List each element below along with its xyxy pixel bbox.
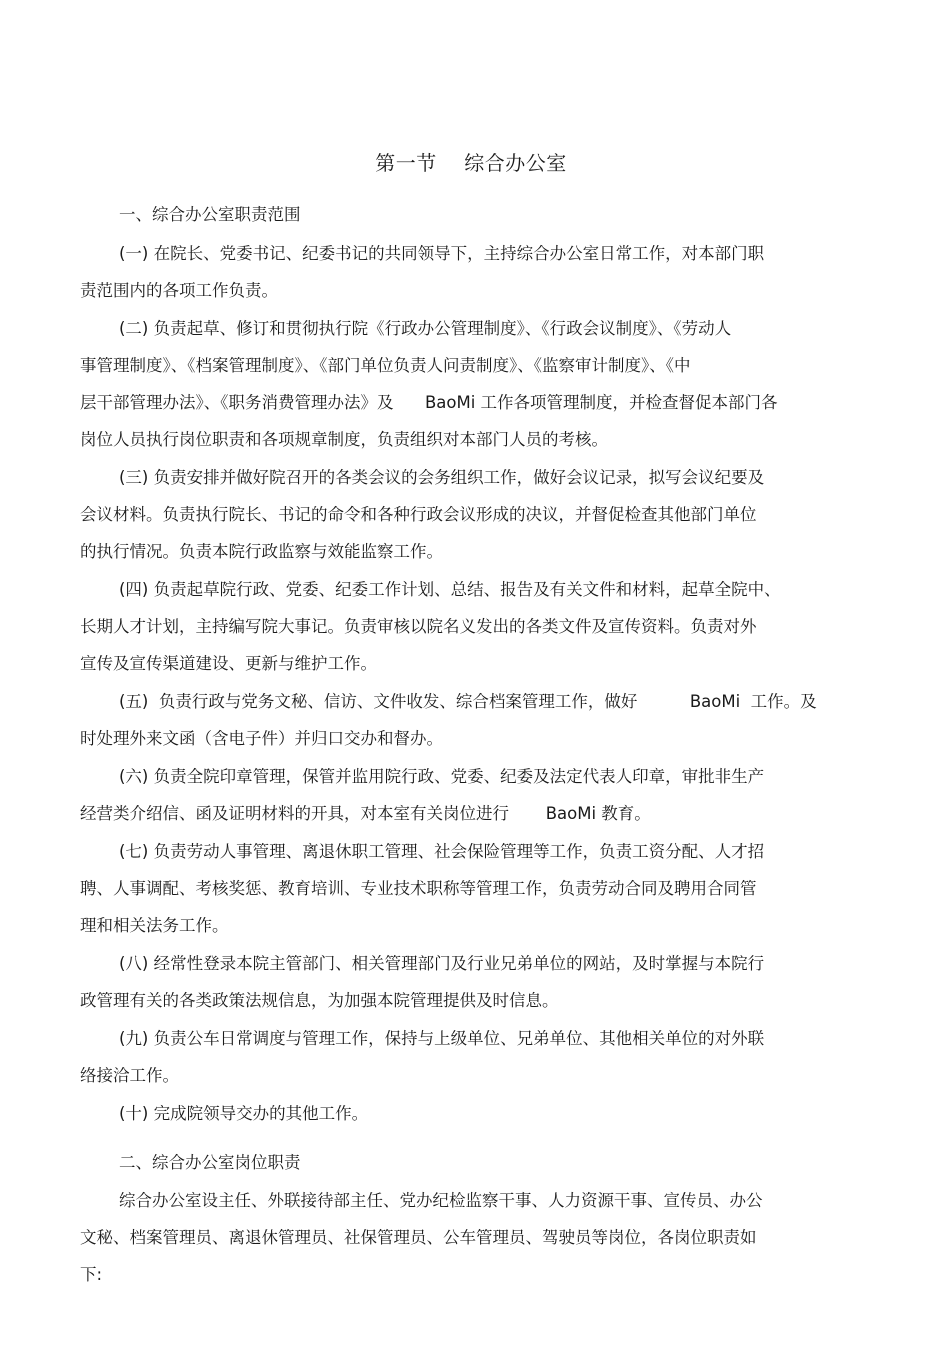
paragraph-line: 岗位人员执行岗位职责和各项规章制度，负责组织对本部门人员的考核。 — [80, 430, 608, 449]
paragraph-line: 政管理有关的各类政策法规信息，为加强本院管理提供及时信息。 — [80, 991, 559, 1010]
paragraph-line: 宣传及宣传渠道建设、更新与维护工作。 — [80, 654, 377, 673]
paragraph-line: 经营类介绍信、函及证明材料的开具，对本室有关岗位进行 BaoMi 教育。 — [80, 804, 651, 823]
paragraph-line: (一) 在院长、党委书记、纪委书记的共同领导下，主持综合办公室日常工作，对本部门职 — [119, 244, 765, 263]
paragraph-line: 理和相关法务工作。 — [80, 916, 229, 935]
paragraph-line: (八) 经常性登录本院主管部门、相关管理部门及行业兄弟单位的网站，及时掌握与本院行 — [119, 954, 765, 973]
section-title: 第一节 综合办公室 — [375, 151, 567, 175]
paragraph-line: 长期人才计划，主持编写院大事记。负责审核以院名义发出的各类文件及宣传资料。负责对外 — [80, 617, 757, 636]
paragraph-line: (七) 负责劳动人事管理、离退休职工管理、社会保险管理等工作，负责工资分配、人才招 — [119, 842, 765, 861]
paragraph-line: 的执行情况。负责本院行政监察与效能监察工作。 — [80, 542, 443, 561]
heading-post-duties: 二、综合办公室岗位职责 — [119, 1153, 301, 1172]
heading-duties-scope: 一、综合办公室职责范围 — [119, 205, 301, 224]
paragraph-line: (六) 负责全院印章管理，保管并监用院行政、党委、纪委及法定代表人印章，审批非生产 — [119, 767, 765, 786]
paragraph-line: (九) 负责公车日常调度与管理工作，保持与上级单位、兄弟单位、其他相关单位的对外联 — [119, 1029, 765, 1048]
paragraph-line: 聘、人事调配、考核奖惩、教育培训、专业技术职称等管理工作，负责劳动合同及聘用合同管 — [80, 879, 757, 898]
paragraph-line: 会议材料。负责执行院长、书记的命令和各种行政会议形成的决议，并督促检查其他部门单位 — [80, 505, 757, 524]
paragraph-line: (三) 负责安排并做好院召开的各类会议的会务组织工作，做好会议记录，拟写会议纪要及 — [119, 468, 765, 487]
paragraph-line: 下: — [80, 1265, 103, 1284]
paragraph-line: (五) 负责行政与党务文秘、信访、文件收发、综合档案管理工作，做好 BaoMi 工作。及 — [119, 692, 817, 711]
paragraph-line: (四) 负责起草院行政、党委、纪委工作计划、总结、报告及有关文件和材料，起草全院中、 — [119, 580, 781, 599]
paragraph-line: 络接洽工作。 — [80, 1066, 179, 1085]
paragraph-line: 责范围内的各项工作负责。 — [80, 281, 278, 300]
paragraph-line: 文秘、档案管理员、离退休管理员、社保管理员、公车管理员、驾驶员等岗位，各岗位职责如 — [80, 1228, 757, 1247]
paragraph-line: 综合办公室设主任、外联接待部主任、党办纪检监察干事、人力资源干事、宣传员、办公 — [119, 1191, 763, 1210]
paragraph-line: (二) 负责起草、修订和贯彻执行院《行政办公管理制度》、《行政会议制度》、《劳动人 — [119, 319, 732, 338]
paragraph-line: 事管理制度》、《档案管理制度》、《部门单位负责人问责制度》、《监察审计制度》、《中 — [80, 356, 691, 375]
paragraph-line: (十) 完成院领导交办的其他工作。 — [119, 1104, 369, 1123]
paragraph-line: 时处理外来文函（含电子件）并归口交办和督办。 — [80, 729, 443, 748]
paragraph-line: 层干部管理办法》、《职务消费管理办法》及 BaoMi 工作各项管理制度，并检查督促本部门各 — [80, 393, 778, 412]
